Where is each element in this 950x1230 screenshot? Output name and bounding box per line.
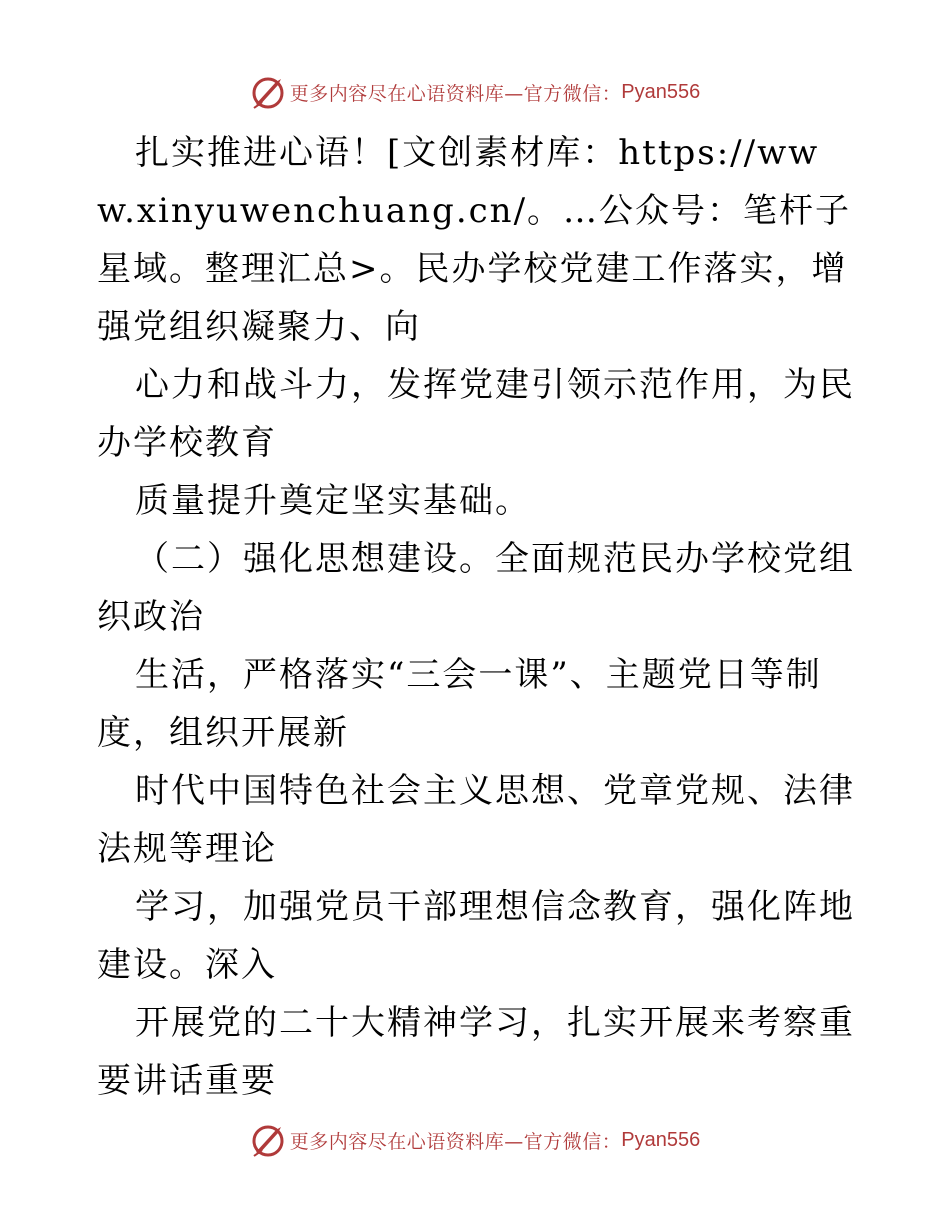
watermark-text: 更多内容尽在心语资料库—官方微信： — [289, 82, 622, 105]
paragraph: 开展党的二十大精神学习，扎实开展来考察重要讲话重要 — [97, 1003, 855, 1101]
paragraph: 质量提升奠定坚实基础。 — [135, 481, 531, 521]
brush-pen-logo-icon — [250, 74, 286, 110]
watermark-wechat-id: Pyan556 — [621, 80, 701, 103]
watermark-text: 更多内容尽在心语资料库—官方微信： — [289, 1130, 622, 1153]
paragraph: （二）强化思想建设。全面规范民办学校党组织政治 — [97, 539, 855, 637]
watermark-wechat-id: Pyan556 — [621, 1128, 701, 1151]
paragraph: 扎实推进心语！[文创素材库：https://www.xinyuwenchuang.cn/。…公众号：笔杆子星域。整理汇总>。民办学校党建工作落实，增强党组织凝聚力、向 — [97, 133, 852, 347]
paragraph: 时代中国特色社会主义思想、党章党规、法律法规等理论 — [97, 771, 855, 869]
paragraph: 学习，加强党员干部理想信念教育，强化阵地建设。深入 — [97, 887, 855, 985]
paragraph: 心力和战斗力，发挥党建引领示范作用，为民办学校教育 — [97, 365, 855, 463]
footer-watermark — [0, 1120, 950, 1160]
document-body — [97, 124, 857, 1110]
header-watermark — [0, 72, 950, 112]
paragraph: 生活，严格落实“三会一课”、主题党日等制度，组织开展新 — [97, 655, 822, 753]
brush-pen-logo-icon — [250, 1122, 286, 1158]
